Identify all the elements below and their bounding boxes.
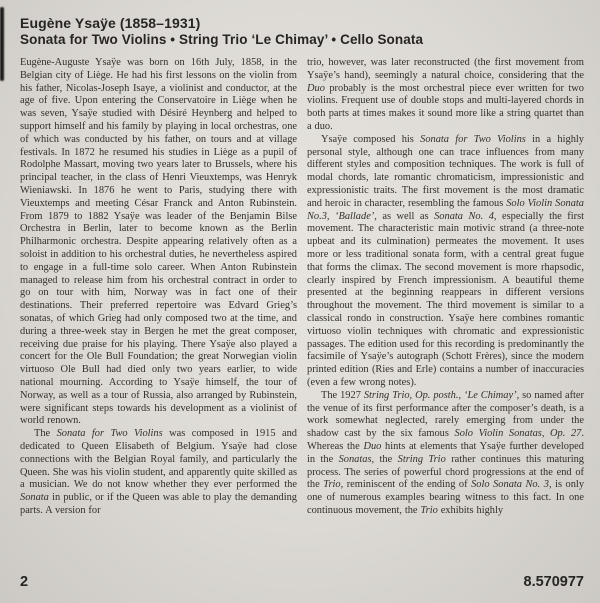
left-column [20, 57, 297, 518]
paragraph [307, 390, 584, 518]
page-number: 2 [20, 574, 29, 590]
body-text: in a highly personal style, although one can trace influences from many different styles and composition techniques. The work is full of modal chords, late romantic chromaticism, impressionistic and expressionistic traits. The first movement is the most dramatic and heroic in character, resembling the famous [307, 133, 584, 209]
paragraph [307, 57, 584, 134]
work-title-text: Sonata for Two Violins [420, 133, 526, 145]
work-title-text: String Trio, Op. posth., ‘Le Chimay’ [363, 389, 517, 401]
work-title-text: Solo Sonata No. 3 [471, 479, 549, 491]
work-title-text: Trio [323, 479, 341, 491]
work-title-text: Solo Violin Sonatas, Op. 27 [454, 428, 582, 440]
right-column [307, 57, 584, 518]
body-text: , as well as [374, 210, 435, 222]
work-title-text: Sonata No. 4 [434, 210, 494, 222]
paragraph [20, 57, 297, 428]
catalogue-number: 8.570977 [523, 574, 584, 590]
body-text: Ysaÿe composed his [321, 133, 421, 145]
works-subtitle: Sonata for Two Violins • String Trio ‘Le Chimay’ • Cello Sonata [20, 32, 424, 47]
body-text: , so named after the venue of its first performance after the composer’s death, is a work somewhat neglected, rarely emerging from under the shadow cast by the six famous [307, 389, 584, 440]
body-text: Eugène-Auguste Ysaÿe was born on 16th July, 1858, in the Belgian city of Liège. He had his first lessons on the violin from his father, Nicolas-Joseph Isaye, a violinist and conductor, at the age of five. Upon entering the Conservatoire in Liège when he was seven, Ysaÿe studied with Désiré Heynberg and helped to support himself and his family by playing in local orchestras, one of which was conducted by his father, on tours and at village festivals. In 1872 he resumed his studies in Liège as a pupil of Rodolphe Massart, moving two years later to Brussels, where his principal teacher, in the class of Henri Vieuxtemps, was Henryk Wieniawski. In 1876 he went to Paris, studying there with Vieuxtemps and meeting César Franck and Anton Rubinstein. From 1879 to 1882 Ysaÿe was leader of the Benjamin Bilse Orchestra in Berlin, later to become known as the Berlin Philharmonic orchestra. Despite appearing relatively often as a soloist in addition to his orchestral duties, he nevertheless aspired to engage in a full-time solo career. When Anton Rubinstein managed to release him from his orchestral contract in order to go on tour with him, Norway was in fact one of their destinations. Their preferred repertoire was Edvard Grieg’s sonatas, of which Grieg had only composed two at the time, and during a three-week stay in Bergen he met the great composer, receiving due praise for his playing. There Ysaÿe also played a concert for the Ole Bull Foundation; the great Norwegian violin virtuoso Ole Bull had died only two years earlier, to wide national mourning. According to Ysaÿe himself, the tour of Norway, as well as a tour of Russia, also arranged by Rubinstein, were significant steps towards his development as a violinist of world renown. [20, 57, 297, 427]
body-text: . Whereas the [307, 428, 584, 452]
liner-notes [20, 57, 584, 518]
work-title-text: Duo [307, 82, 325, 94]
body-text: , reminiscent of the ending of [340, 479, 472, 491]
composer-title: Eugène Ysaÿe (1858–1931) [20, 15, 201, 31]
body-text: The [34, 428, 57, 440]
body-text: , the [371, 453, 398, 465]
body-text: , is only one of numerous examples bearing witness to this fact. In one continuous movement, the [307, 479, 585, 516]
work-title-text: Sonatas [338, 453, 372, 465]
body-text: in public, or if the Queen was able to play the demanding parts. A version for [20, 492, 297, 516]
booklet-header [20, 15, 584, 48]
work-title-text: Sonata for Two Violins [56, 428, 163, 440]
work-title-text: String Trio [397, 453, 446, 465]
body-text: , especially the first movement. The characteristic main motivic strand (a three-note upbeat and its culmination) permeates the movement. It uses more or less traditional sonata form, with a central great fugue that forms the climax. The second movement is more rhapsodic, clearly inspired by French impressionism. A beautiful theme presented at the beginning reappears in different versions throughout the movement. The third movement is similar to a classical rondo in construction. Ysaÿe here combines romantic virtuoso violin techniques with chromatic and expressionistic passages. The edition used for this recording is predominantly the facsimile of Ysaÿe’s autograph (Schott Frères), since the modern printed edition (Ries and Erle) contains a number of inaccuracies (even a few wrong notes). [307, 210, 585, 388]
body-text: hints at elements that Ysaÿe further developed in the [307, 440, 584, 465]
body-text: trio, however, was later reconstructed (the first movement from Ysaÿe’s hand), seemingly a natural choice, considering that the [307, 57, 584, 81]
work-title-text: Trio [420, 504, 438, 516]
scan-edge-artifact [0, 7, 4, 81]
body-text: probably is the most orchestral piece ever written for two violins. Frequent use of double stops and multi-layered chords in both parts at times makes it sound more like a string quartet than a duo. [307, 82, 584, 132]
paragraph [20, 428, 297, 518]
work-title-text: Duo [363, 440, 382, 452]
work-title-text: Solo Violin Sonata No.3, ‘Ballade’ [307, 197, 584, 222]
body-text: The 1927 [321, 389, 364, 401]
body-text: exhibits highly [437, 504, 504, 516]
paragraph [307, 134, 584, 390]
body-text: was composed in 1915 and dedicated to Queen Elisabeth of Belgium. Ysaÿe had close connections with the Belgian Royal family, and particularly the Queen. She was his violin student, and apparently quite skilled as a musician. We do not know whether they ever performed the [20, 428, 297, 491]
work-title-text: Sonata [20, 492, 49, 504]
body-text: rather continues this maturing process. The series of powerful chord progressions at the end of the [307, 453, 584, 491]
